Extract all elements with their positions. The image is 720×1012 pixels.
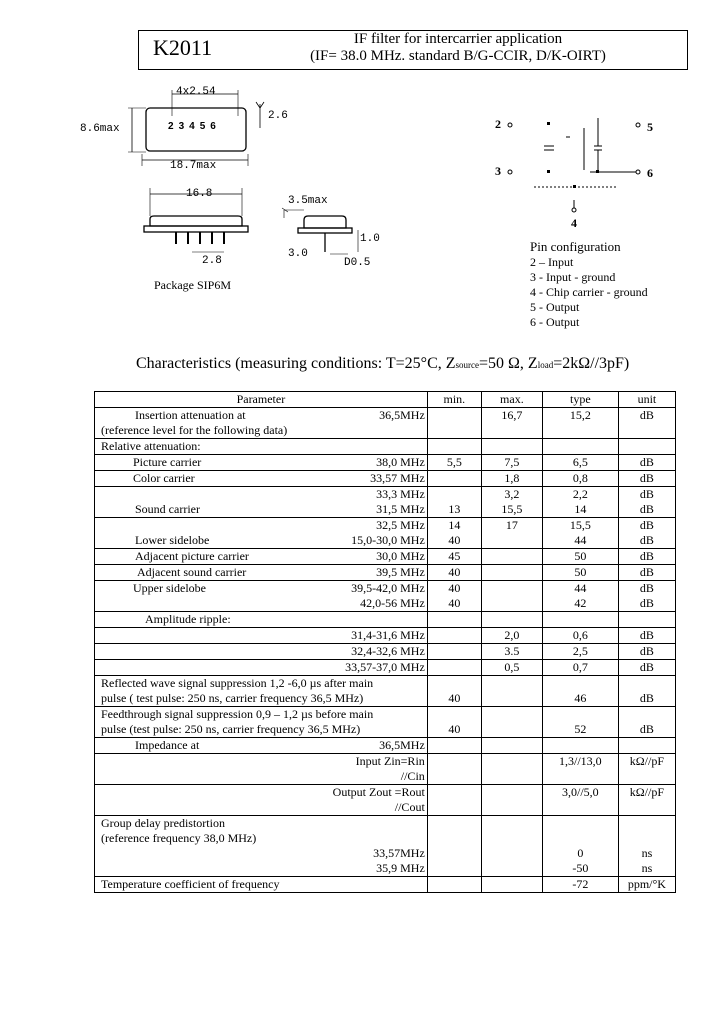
- max-cell: [481, 831, 542, 846]
- max-cell: 2,0: [481, 628, 542, 644]
- min-cell: [427, 487, 481, 503]
- unit-cell: [618, 423, 675, 439]
- type-cell: [542, 831, 618, 846]
- type-cell: 0,7: [542, 660, 618, 676]
- table-row: [95, 691, 676, 707]
- max-cell: [481, 754, 542, 785]
- max-cell: [481, 596, 542, 612]
- type-cell: [542, 707, 618, 723]
- pin-item: 6 - Output: [530, 315, 580, 329]
- max-cell: 7,5: [481, 455, 542, 471]
- max-cell: 3.5: [481, 644, 542, 660]
- freq-cell: 36,5MHz: [379, 408, 425, 422]
- freq-cell: [327, 816, 427, 832]
- type-cell: 44: [542, 533, 618, 549]
- param-cell: Lower sidelobe: [135, 533, 210, 547]
- param-cell: [95, 861, 328, 877]
- pin-configuration: [530, 239, 648, 330]
- unit-cell: [618, 612, 675, 628]
- unit-cell: ns: [618, 861, 675, 877]
- unit-cell: dB: [618, 691, 675, 707]
- freq-cell: [327, 439, 427, 455]
- max-cell: [481, 581, 542, 597]
- title-box: [138, 30, 688, 70]
- col-max: max.: [481, 392, 542, 408]
- type-cell: 2,5: [542, 644, 618, 660]
- max-cell: [481, 707, 542, 723]
- param-cell: [95, 596, 328, 612]
- pin-item: 2 – Input: [530, 255, 574, 269]
- max-cell: 16,7: [481, 408, 542, 424]
- param-cell: Group delay predistortion: [101, 816, 225, 830]
- min-cell: [427, 816, 481, 832]
- unit-cell: dB: [618, 628, 675, 644]
- param-cell: Amplitude ripple:: [145, 612, 231, 626]
- max-cell: [481, 722, 542, 738]
- max-cell: [481, 877, 542, 893]
- dim-lead: 2.8: [202, 255, 222, 267]
- param-cell: (reference frequency 38,0 MHz): [101, 831, 257, 845]
- pin-item: 4 - Chip carrier - ground: [530, 285, 648, 299]
- dim-side: 3.5max: [288, 195, 328, 207]
- max-cell: [481, 846, 542, 861]
- param-cell: [95, 644, 328, 660]
- table-row: [95, 487, 676, 503]
- min-cell: 40: [427, 565, 481, 581]
- freq-cell: Input Zin=Rin //Cin: [355, 754, 425, 783]
- table-row: [95, 471, 676, 487]
- dim-leadlen: 1.0: [360, 233, 380, 245]
- pin-item: 5 - Output: [530, 300, 580, 314]
- freq-cell: 33,3 MHz: [376, 487, 425, 501]
- table-row: [95, 722, 676, 738]
- min-cell: [427, 831, 481, 846]
- unit-cell: [618, 831, 675, 846]
- part-number: K2011: [153, 35, 213, 60]
- table-row: [95, 676, 676, 692]
- unit-cell: [618, 816, 675, 832]
- min-cell: [427, 439, 481, 455]
- param-cell: pulse ( test pulse: 250 ns, carrier frequency 36,5 MHz): [101, 691, 364, 705]
- table-row: [95, 707, 676, 723]
- min-cell: 40: [427, 722, 481, 738]
- param-cell: Insertion attenuation at: [135, 408, 246, 422]
- table-row: [95, 660, 676, 676]
- table-row: [95, 565, 676, 581]
- table-row: [95, 846, 676, 861]
- unit-cell: [618, 738, 675, 754]
- min-cell: [427, 754, 481, 785]
- type-cell: 50: [542, 565, 618, 581]
- param-cell: [95, 660, 328, 676]
- unit-cell: dB: [618, 644, 675, 660]
- min-cell: 40: [427, 581, 481, 597]
- table-row: [95, 408, 676, 424]
- freq-cell: 35,9 MHz: [376, 861, 425, 875]
- min-cell: 14: [427, 518, 481, 534]
- unit-cell: dB: [618, 533, 675, 549]
- param-cell: Adjacent picture carrier: [135, 549, 249, 563]
- param-cell: (reference level for the following data): [101, 423, 288, 437]
- dim-standoff: 3.0: [288, 248, 308, 260]
- param-cell: [95, 754, 328, 785]
- pin-config-title: Pin configuration: [530, 239, 621, 254]
- param-cell: Picture carrier: [133, 455, 202, 469]
- min-cell: [427, 861, 481, 877]
- table-row: [95, 533, 676, 549]
- unit-cell: dB: [618, 471, 675, 487]
- max-cell: [481, 691, 542, 707]
- dim-thick: 2.6: [268, 110, 288, 122]
- min-cell: [427, 738, 481, 754]
- freq-cell: 32,5 MHz: [376, 518, 425, 532]
- freq-cell: Output Zout =Rout //Cout: [332, 785, 425, 814]
- table-header: [95, 392, 676, 408]
- max-cell: [481, 861, 542, 877]
- freq-cell: 42,0-56 MHz: [360, 596, 425, 610]
- unit-cell: dB: [618, 565, 675, 581]
- type-cell: -72: [542, 877, 618, 893]
- pin-3-label: 3: [495, 164, 501, 178]
- type-cell: [542, 423, 618, 439]
- min-cell: 5,5: [427, 455, 481, 471]
- param-cell: Sound carrier: [135, 502, 200, 516]
- freq-cell: [327, 423, 427, 439]
- freq-cell: 36,5MHz: [379, 738, 425, 752]
- freq-cell: [327, 877, 427, 893]
- package-label: Package SIP6M: [154, 278, 231, 292]
- characteristics-heading: Characteristics (measuring conditions: T=25°C, Zsource=50 Ω, Zload=2kΩ//3pF): [136, 355, 630, 372]
- unit-cell: dB: [618, 487, 675, 503]
- param-cell: [95, 628, 328, 644]
- unit-cell: dB: [618, 596, 675, 612]
- pin-6-label: 6: [647, 166, 653, 180]
- min-cell: 40: [427, 596, 481, 612]
- type-cell: 42: [542, 596, 618, 612]
- max-cell: [481, 785, 542, 816]
- param-cell: [95, 518, 328, 534]
- table-row: [95, 861, 676, 877]
- table-row: [95, 816, 676, 832]
- min-cell: 45: [427, 549, 481, 565]
- min-cell: [427, 676, 481, 692]
- type-cell: [542, 439, 618, 455]
- max-cell: [481, 816, 542, 832]
- title-line-1: IF filter for intercarrier application: [353, 31, 563, 47]
- param-cell: Feedthrough signal suppression 0,9 – 1,2 µs before main: [101, 707, 374, 721]
- table-row: [95, 785, 676, 816]
- dim-height: 8.6max: [80, 123, 120, 135]
- table-row: [95, 439, 676, 455]
- unit-cell: dB: [618, 722, 675, 738]
- table-row: [95, 518, 676, 534]
- freq-cell: 30,0 MHz: [376, 549, 425, 563]
- max-cell: 0,5: [481, 660, 542, 676]
- freq-cell: 39,5 MHz: [376, 565, 425, 579]
- max-cell: 17: [481, 518, 542, 534]
- type-cell: 0: [542, 846, 618, 861]
- pin-4-label: 4: [571, 216, 577, 230]
- unit-cell: [618, 439, 675, 455]
- type-cell: 3,0//5,0: [542, 785, 618, 816]
- type-cell: 52: [542, 722, 618, 738]
- type-cell: 0,6: [542, 628, 618, 644]
- max-cell: [481, 738, 542, 754]
- table-row: [95, 831, 676, 846]
- unit-cell: [618, 707, 675, 723]
- freq-cell: 33,57-37,0 MHz: [345, 660, 425, 674]
- unit-cell: kΩ//pF: [618, 754, 675, 785]
- type-cell: 14: [542, 502, 618, 518]
- table-row: [95, 754, 676, 785]
- max-cell: 15,5: [481, 502, 542, 518]
- freq-cell: [327, 831, 427, 846]
- param-cell: Upper sidelobe: [133, 581, 206, 595]
- type-cell: 44: [542, 581, 618, 597]
- freq-cell: 38,0 MHz: [376, 455, 425, 469]
- spec-table: [94, 391, 676, 893]
- param-cell: Relative attenuation:: [101, 439, 201, 453]
- type-cell: 46: [542, 691, 618, 707]
- max-cell: [481, 439, 542, 455]
- unit-cell: ns: [618, 846, 675, 861]
- col-parameter: Parameter: [236, 392, 286, 406]
- max-cell: [481, 533, 542, 549]
- max-cell: [481, 423, 542, 439]
- param-cell: [95, 785, 328, 816]
- table-row: [95, 549, 676, 565]
- unit-cell: dB: [618, 518, 675, 534]
- unit-cell: dB: [618, 502, 675, 518]
- freq-cell: 39,5-42,0 MHz: [351, 581, 425, 595]
- type-cell: 15,5: [542, 518, 618, 534]
- pin-2-label: 2: [495, 117, 501, 131]
- type-cell: [542, 676, 618, 692]
- table-row: [95, 877, 676, 893]
- param-cell: Color carrier: [133, 471, 195, 485]
- min-cell: [427, 644, 481, 660]
- dim-pitch: 4x2.54: [176, 86, 216, 98]
- min-cell: [427, 628, 481, 644]
- unit-cell: [618, 676, 675, 692]
- max-cell: [481, 549, 542, 565]
- param-cell: Temperature coefficient of frequency: [101, 877, 280, 891]
- type-cell: -50: [542, 861, 618, 877]
- type-cell: 15,2: [542, 408, 618, 424]
- type-cell: [542, 816, 618, 832]
- unit-cell: dB: [618, 549, 675, 565]
- min-cell: [427, 612, 481, 628]
- pin-schematic: [490, 110, 670, 220]
- type-cell: 0,8: [542, 471, 618, 487]
- col-unit: unit: [618, 392, 675, 408]
- unit-cell: dB: [618, 408, 675, 424]
- table-row: [95, 644, 676, 660]
- param-cell: Reflected wave signal suppression 1,2 -6,0 µs after main: [101, 676, 374, 690]
- param-cell: Adjacent sound carrier: [137, 565, 247, 579]
- freq-cell: 33,57 MHz: [370, 471, 425, 485]
- max-cell: 3,2: [481, 487, 542, 503]
- min-cell: [427, 471, 481, 487]
- table-row: [95, 628, 676, 644]
- param-cell: Impedance at: [135, 738, 200, 752]
- max-cell: 1,8: [481, 471, 542, 487]
- pin-5-label: 5: [647, 120, 653, 134]
- freq-cell: 33,57MHz: [373, 846, 425, 860]
- table-row: [95, 581, 676, 597]
- min-cell: [427, 660, 481, 676]
- freq-cell: [327, 612, 427, 628]
- table-row: [95, 612, 676, 628]
- type-cell: 6,5: [542, 455, 618, 471]
- min-cell: [427, 877, 481, 893]
- table-row: [95, 455, 676, 471]
- param-cell: pulse (test pulse: 250 ns, carrier frequency 36,5 MHz): [101, 722, 361, 736]
- min-cell: 40: [427, 691, 481, 707]
- min-cell: [427, 408, 481, 424]
- freq-cell: 31,5 MHz: [376, 502, 425, 516]
- table-row: [95, 502, 676, 518]
- unit-cell: ppm/°K: [618, 877, 675, 893]
- type-cell: 50: [542, 549, 618, 565]
- min-cell: [427, 423, 481, 439]
- type-cell: [542, 612, 618, 628]
- param-cell: [95, 487, 328, 503]
- package-drawing: [78, 84, 378, 294]
- type-cell: [542, 738, 618, 754]
- pin-item: 3 - Input - ground: [530, 270, 616, 284]
- type-cell: 2,2: [542, 487, 618, 503]
- min-cell: [427, 707, 481, 723]
- table-row: [95, 423, 676, 439]
- col-type: type: [542, 392, 618, 408]
- col-min: min.: [427, 392, 481, 408]
- dim-len: 18.7max: [170, 160, 217, 172]
- unit-cell: dB: [618, 660, 675, 676]
- min-cell: 40: [427, 533, 481, 549]
- freq-cell: 15,0-30,0 MHz: [351, 533, 425, 547]
- unit-cell: dB: [618, 581, 675, 597]
- min-cell: [427, 785, 481, 816]
- max-cell: [481, 612, 542, 628]
- max-cell: [481, 565, 542, 581]
- max-cell: [481, 676, 542, 692]
- title-line-2: (IF= 38.0 MHz. standard B/G-CCIR, D/K-OIRT): [310, 48, 606, 64]
- unit-cell: dB: [618, 455, 675, 471]
- freq-cell: 32,4-32,6 MHz: [351, 644, 425, 658]
- min-cell: 13: [427, 502, 481, 518]
- freq-cell: 31,4-31,6 MHz: [351, 628, 425, 642]
- dim-body: 16.8: [186, 188, 213, 200]
- type-cell: 1,3//13,0: [542, 754, 618, 785]
- package-pins-row: 23456: [168, 121, 221, 132]
- param-cell: [95, 846, 328, 861]
- table-row: [95, 738, 676, 754]
- min-cell: [427, 846, 481, 861]
- dim-dia: D0.5: [344, 257, 371, 269]
- unit-cell: kΩ//pF: [618, 785, 675, 816]
- table-row: [95, 596, 676, 612]
